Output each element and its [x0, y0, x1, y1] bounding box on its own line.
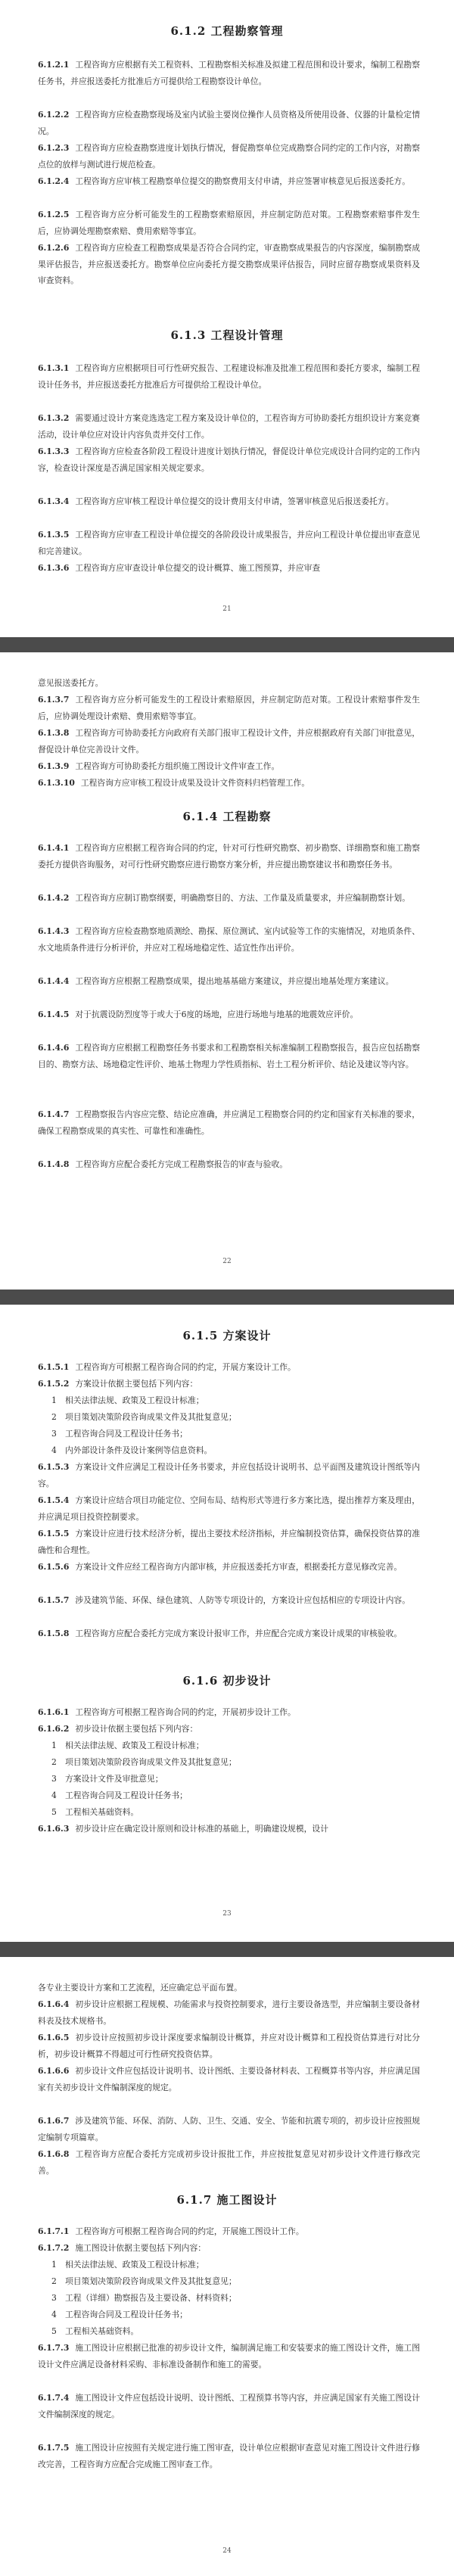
clause: 6.1.3.7 工程咨询方应分析可能发生的工程设计索赔原因，并应制定防范对策。工程设计索赔事件发生后，应协调处理设计索赔、费用索赔等事宜。	[38, 695, 420, 721]
clause: 6.1.5.2 方案设计依据主要包括下列内容：	[38, 1379, 198, 1389]
page-number: 24	[222, 2547, 232, 2555]
document-page-1	[0, 0, 454, 637]
clause: 6.1.4.2 工程咨询方应制订勘察纲要，明确勘察目的、方法、工作量及质量要求，并应编制勘察计划。	[38, 893, 410, 903]
clause: 6.1.5.6 方案设计文件应经工程咨询方内部审核，并应报送委托方审查，根据委托方意见修改完善。	[38, 1562, 403, 1572]
clause: 6.1.2.5 工程咨询方应分析可能发生的工程勘察索赔原因，并应制定防范对策。工程勘察索赔事件发生后，应协调处理勘察索赔、费用索赔等事宜。	[38, 210, 420, 236]
clause: 6.1.7.5 施工图设计应按照有关规定进行施工图审查，设计单位应根据审查意见对施工图设计文件进行修改完善，工程咨询方应配合完成施工图审查工作。	[38, 2443, 420, 2469]
list-item: 1 相关法律法规、政策及工程设计标准；	[51, 1395, 204, 1405]
clause: 6.1.3.8 工程咨询方可协助委托方向政府有关部门报审工程设计文件，并应根据政府有关部门审批意见，督促设计单位完善设计文件。	[38, 728, 420, 754]
section-heading: 6.1.6 初步设计	[182, 1674, 272, 1688]
list-item: 4 内外部设计条件及设计案例等信息资料。	[51, 1445, 213, 1455]
section-heading: 6.1.3 工程设计管理	[170, 328, 284, 342]
clause: 6.1.3.6 工程咨询方应审查设计单位提交的设计概算、施工图预算，并应审查	[38, 563, 321, 573]
clause: 6.1.3.4 工程咨询方应审核工程设计单位提交的设计费用支付申请，签署审核意见后报送委托方。	[38, 496, 394, 506]
section-heading: 6.1.5 方案设计	[182, 1329, 272, 1342]
clause: 6.1.5.1 工程咨询方可根据工程咨询合同的约定，开展方案设计工作。	[38, 1362, 296, 1372]
list-item: 5 工程相关基础资料。	[51, 1807, 139, 1817]
list-item: 1 相关法律法规、政策及工程设计标准；	[51, 2260, 204, 2270]
clause: 6.1.3.10 工程咨询方应审核工程设计成果及设计文件资料归档管理工作。	[38, 778, 310, 788]
clause-continuation: 各专业主要设计方案和工艺流程，还应确定总平面布置。	[38, 1983, 242, 1993]
list-item: 4 工程咨询合同及工程设计任务书；	[51, 1790, 188, 1800]
clause: 6.1.4.1 工程咨询方应根据工程咨询合同的约定，针对可行性研究勘察、初步勘察、详细勘察和施工勘察委托方提供咨询服务，对可行性研究勘察应进行勘察方案分析，并应提出勘察建议书和勘察任务书。	[38, 843, 420, 870]
clause: 6.1.5.8 工程咨询方应配合委托方完成方案设计报审工作，并应配合完成方案设计成果的审核验收。	[38, 1629, 403, 1638]
clause: 6.1.6.5 初步设计应按照初步设计深度要求编制设计概算，并应对设计概算和工程投资估算进行对比分析，初步设计概算不得超过可行性研究投资估算。	[38, 2033, 420, 2059]
page-number: 23	[222, 1910, 232, 1918]
clause: 6.1.2.3 工程咨询方应检查勘察进度计划执行情况，督促勘察单位完成勘察合同约定的工作内容，对勘察点位的放样与测试进行规范检查。	[38, 143, 420, 170]
clause: 6.1.5.7 涉及建筑节能、环保、绿色建筑、人防等专项设计的，方案设计应包括相应的专项设计内容。	[38, 1595, 410, 1605]
list-item: 3 工程咨询合同及工程设计任务书；	[51, 1429, 188, 1439]
clause: 6.1.3.2 需要通过设计方案竞选选定工程方案及设计单位的，工程咨询方可协助委托方组织设计方案竞赛活动，设计单位应对设计内容负责并交付工作。	[38, 413, 420, 440]
clause: 6.1.6.4 初步设计应根据工程规模、功能需求与投资控制要求，进行主要设备选型，并应编制主要设备材料表及技术规格书。	[38, 1999, 420, 2026]
clause: 6.1.4.7 工程勘察报告内容应完整、结论应准确，并应满足工程勘察合同的约定和国家有关标准的要求，确保工程勘察成果的真实性、可靠性和准确性。	[38, 1109, 420, 1136]
clause: 6.1.7.2 施工图设计依据主要包括下列内容：	[38, 2243, 207, 2253]
clause: 6.1.6.8 工程咨询方应配合委托方完成初步设计报批工作，并应按批复意见对初步设计文件进行修改完善。	[38, 2149, 420, 2176]
list-item: 3 工程（详细）勘察报告及主要设备、材料资料；	[51, 2293, 237, 2303]
clause: 6.1.5.5 方案设计应进行技术经济分析，提出主要技术经济指标，并应编制投资估算，确保投资估算的准确性和合理性。	[38, 1529, 420, 1555]
section-heading: 6.1.7 施工图设计	[176, 2193, 278, 2207]
clause: 6.1.3.9 工程咨询方可协助委托方组织施工图设计文件审查工作。	[38, 761, 280, 771]
clause: 6.1.6.1 工程咨询方可根据工程咨询合同的约定，开展初步设计工作。	[38, 1707, 296, 1717]
list-item: 3 方案设计文件及审批意见；	[51, 1774, 163, 1784]
clause: 6.1.3.5 工程咨询方应审查工程设计单位提交的各阶段设计成果报告，并应向工程设计单位提出审查意见和完善建议。	[38, 530, 420, 556]
list-item: 1 相关法律法规、政策及工程设计标准；	[51, 1741, 204, 1750]
clause: 6.1.6.7 涉及建筑节能、环保、消防、人防、卫生、交通、安全、节能和抗震专项的，初步设计应按照规定编制专项篇章。	[38, 2116, 420, 2142]
clause: 6.1.4.3 工程咨询方应检查勘察地质测绘、勘探、原位测试、室内试验等工作的实施情况，对地质条件、水文地质条件进行分析评价，并应对工程场地稳定性、适宜性作出评价。	[38, 926, 420, 953]
clause: 6.1.4.5 对于抗震设防烈度等于或大于6度的场地，应进行场地与地基的地震效应评价。	[38, 1010, 359, 1019]
document-page-3	[0, 1305, 454, 1942]
clause: 6.1.4.8 工程咨询方应配合委托方完成工程勘察报告的审查与验收。	[38, 1159, 288, 1169]
section-heading: 6.1.2 工程勘察管理	[170, 24, 284, 38]
list-item: 2 项目策划决策阶段咨询成果文件及其批复意见；	[51, 1757, 237, 1767]
clause: 6.1.2.4 工程咨询方应审核工程勘察单位提交的勘察费用支付申请，并应签署审核意见后报送委托方。	[38, 176, 410, 186]
page-number: 22	[222, 1258, 232, 1265]
list-item: 4 工程咨询合同及工程设计任务书；	[51, 2310, 188, 2319]
clause: 6.1.2.6 工程咨询方应检查工程勘察成果是否符合合同约定，审查勘察成果报告的内容深度，编制勘察成果评估报告，并应报送委托方。勘察单位应向委托方提交勘察成果评估报告，同时应留存勘察成果资料及审查资料。	[38, 243, 420, 285]
clause: 6.1.3.3 工程咨询方应检查各阶段工程设计进度计划执行情况，督促设计单位完成设计合同约定的工作内容，检查设计深度是否满足国家相关规定要求。	[38, 446, 420, 473]
clause: 6.1.6.3 初步设计应在确定设计原则和设计标准的基础上，明确建设规模，设计	[38, 1824, 329, 1834]
clause: 6.1.4.4 工程咨询方应根据工程勘察成果，提出地基基础方案建议，并应提出地基处理方案建议。	[38, 976, 394, 986]
clause: 6.1.7.3 施工图设计应根据已批准的初步设计文件，编制满足施工和安装要求的施工图设计文件，施工图设计文件应满足设备材料采购、非标准设备制作和施工的需要。	[38, 2343, 420, 2369]
page-number: 21	[222, 605, 232, 613]
clause: 6.1.2.2 工程咨询方应检查勘察现场及室内试验主要岗位操作人员资格及所使用设备、仪器的计量检定情况。	[38, 110, 420, 136]
list-item: 2 项目策划决策阶段咨询成果文件及其批复意见；	[51, 1412, 237, 1422]
clause: 6.1.2.1 工程咨询方应根据有关工程资料、工程勘察相关标准及拟建工程范围和设计要求，编制工程勘察任务书，并应报送委托方批准后方可提供给工程勘察设计单位。	[38, 60, 420, 86]
document-page-2	[0, 652, 454, 1290]
clause: 6.1.7.4 施工图设计文件应包括设计说明、设计图纸、工程预算书等内容，并应满足国家有关施工图设计文件编制深度的规定。	[38, 2393, 420, 2419]
clause: 6.1.6.6 初步设计文件应包括设计说明书、设计图纸、主要设备材料表、工程概算书等内容，并应满足国家有关初步设计文件编制深度的规定。	[38, 2066, 420, 2092]
clause: 6.1.7.1 工程咨询方可根据工程咨询合同的约定，开展施工图设计工作。	[38, 2226, 304, 2236]
clause-continuation: 意见报送委托方。	[38, 678, 104, 688]
clause: 6.1.5.4 方案设计应结合项目功能定位、空间布局、结构形式等进行多方案比选，提出推荐方案及理由，并应满足项目投资控制要求。	[38, 1495, 420, 1522]
list-item: 5 工程相关基础资料。	[51, 2326, 139, 2336]
clause: 6.1.5.3 方案设计文件应满足工程设计任务书要求，并应包括设计说明书、总平面图及建筑设计图纸等内容。	[38, 1462, 420, 1489]
list-item: 2 项目策划决策阶段咨询成果文件及其批复意见；	[51, 2276, 237, 2286]
document-page-4	[0, 1957, 454, 2576]
clause: 6.1.3.1 工程咨询方应根据项目可行性研究报告、工程建设标准及批准工程范围和委托方要求，编制工程设计任务书，并应报送委托方批准后方可提供给工程设计单位。	[38, 363, 420, 390]
clause: 6.1.6.2 初步设计依据主要包括下列内容：	[38, 1724, 198, 1734]
clause: 6.1.4.6 工程咨询方应根据工程勘察任务书要求和工程勘察相关标准编制工程勘察报告，报告应包括勘察目的、勘察方法、场地稳定性评价、地基土物理力学性质指标、岩土工程分析评价、结论及建议等内容。	[38, 1043, 420, 1069]
section-heading: 6.1.4 工程勘察	[182, 810, 272, 823]
